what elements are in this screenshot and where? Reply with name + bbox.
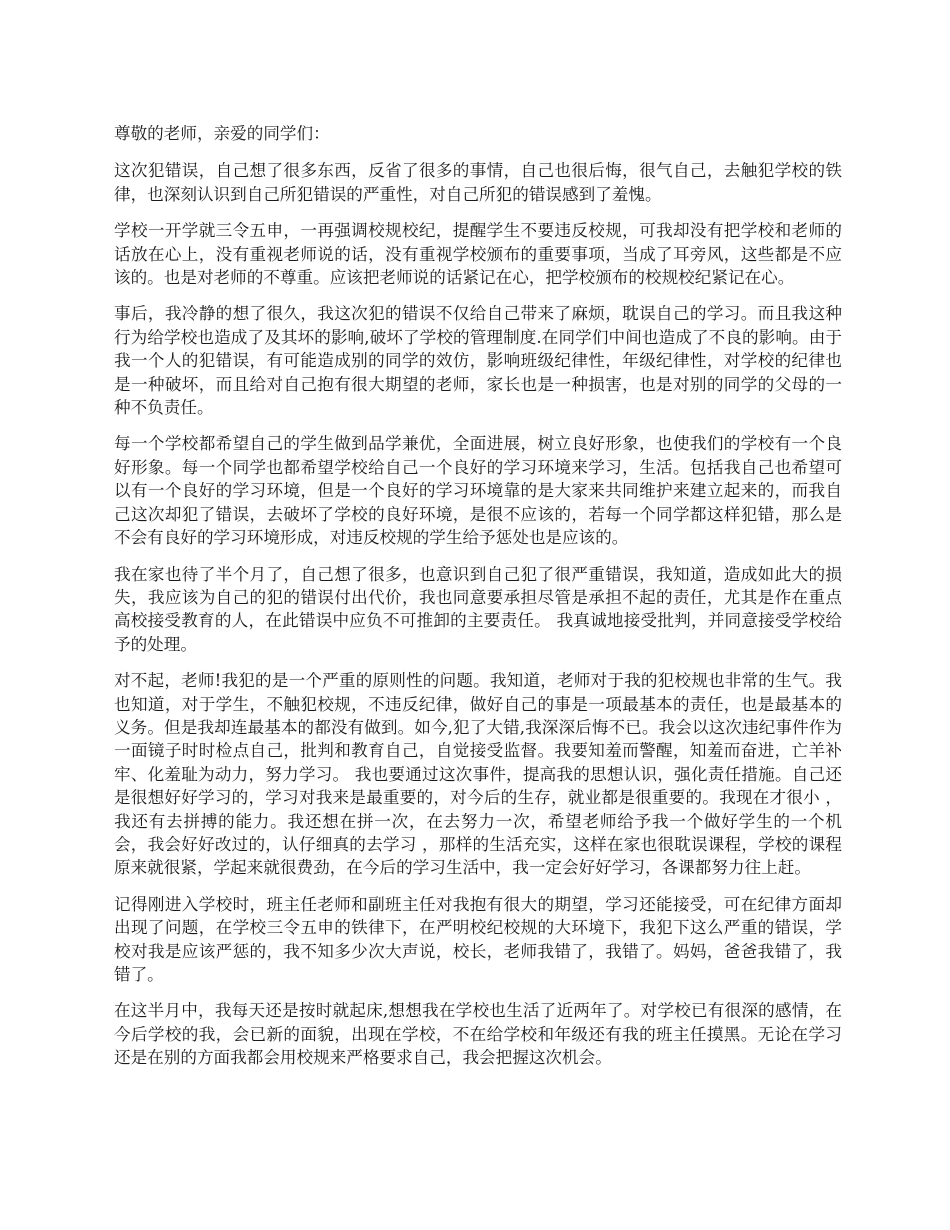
paragraph: 每一个学校都希望自己的学生做到品学兼优，全面进展，树立良好形象，也使我们的学校有一个良好形象。每一个同学也都希望学校给自己一个良好的学习环境来学习，生活。包括我自己也希望可以有一个良好的学习环境，但是一个良好的学习环境靠的是大家来共同维护来建立起来的，而我自己这次却犯了错误，去破坏了学校的良好环境，是很不应该的，若每一个同学都这样犯错，那么是不会有良好的学习环境形成，对违反校规的学生给予惩处也是应该的。: [114, 434, 842, 548]
paragraph: 学校一开学就三令五申，一再强调校规校纪，提醒学生不要违反校规，可我却没有把学校和老师的话放在心上，没有重视老师说的话，没有重视学校颁布的重要事项，当成了耳旁风，这些都是不应该的。也是对老师的不尊重。应该把老师说的话紧记在心，把学校颁布的校规校纪紧记在心。: [114, 221, 842, 288]
document-body: [114, 122, 842, 1083]
paragraph: 记得刚进入学校时，班主任老师和副班主任对我抱有很大的期望，学习还能接受，可在纪律方面却出现了问题，在学校三令五申的铁律下，在严明校纪校规的大环境下，我犯下这么严重的错误，学校对我是应该严惩的，我不知多少次大声说，校长，老师我错了，我错了。妈妈，爸爸我错了，我错了。: [114, 894, 842, 984]
paragraph: 在这半月中，我每天还是按时就起床,想想我在学校也生活了近两年了。对学校已有很深的感情，在今后学校的我，会已新的面貌，出现在学校，不在给学校和年级还有我的班主任摸黑。无论在学习还是在别的方面我都会用校规来严格要求自己，我会把握这次机会。: [114, 1001, 842, 1068]
paragraph: 事后，我冷静的想了很久，我这次犯的错误不仅给自己带来了麻烦，耽误自己的学习。而且我这种行为给学校也造成了及其坏的影响,破坏了学校的管理制度.在同学们中间也造成了不良的影响。由于我一个人的犯错误，有可能造成别的同学的效仿，影响班级纪律性，年级纪律性，对学校的纪律也是一种破坏，而且给对自己抱有很大期望的老师，家长也是一种损害，也是对别的同学的父母的一种不负责任。: [114, 304, 842, 418]
paragraph: 我在家也待了半个月了，自己想了很多，也意识到自己犯了很严重错误，我知道，造成如此大的损失，我应该为自己的犯的错误付出代价，我也同意要承担尽管是承担不起的责任，尤其是作在重点高校接受教育的人，在此错误中应负不可推卸的主要责任。 我真诚地接受批判，并同意接受学校给予的处理。: [114, 564, 842, 654]
paragraph: 对不起，老师!我犯的是一个严重的原则性的问题。我知道，老师对于我的犯校规也非常的生气。我也知道，对于学生，不触犯校规，不违反纪律，做好自己的事是一项最基本的责任，也是最基本的义务。但是我却连最基本的都没有做到。如今,犯了大错,我深深后悔不已。我会以这次违纪事件作为一面镜子时时检点自己，批判和教育自己，自觉接受监督。我要知羞而警醒，知羞而奋进，亡羊补牢、化羞耻为动力，努力学习。 我也要通过这次事件，提高我的思想认识，强化责任措施。自己还是很想好好学习的，学习对我来是最重要的，对今后的生存，就业都是很重要的。我现在才很小 ，我还有去拼搏的能力。我还想在拼一次，在去努力一次，希望老师给予我一个做好学生的一个机会，我会好好改过的，认仔细真的去学习 ，那样的生活充实，这样在家也很耽误课程，学校的课程原来就很紧，学起来就很费劲，在今后的学习生活中，我一定会好好学习，各课都努力往上赶。: [114, 671, 842, 878]
paragraph: 这次犯错误，自己想了很多东西，反省了很多的事情，自己也很后悔，很气自己，去触犯学校的铁律，也深刻认识到自己所犯错误的严重性，对自己所犯的错误感到了羞愧。: [114, 161, 842, 204]
salutation: 尊敬的老师，亲爱的同学们：: [114, 124, 330, 143]
